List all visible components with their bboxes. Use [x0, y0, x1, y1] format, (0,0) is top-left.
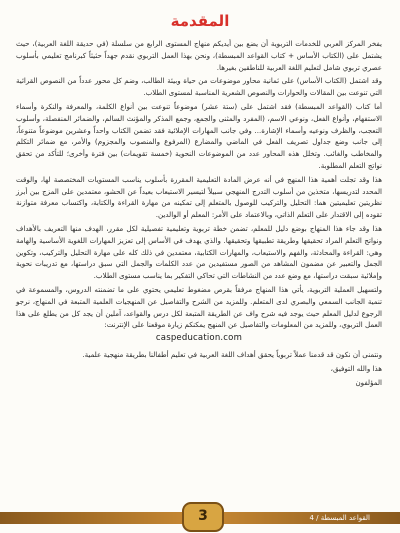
paragraph-1: يفخر المركز العربي للخدمات التربوية أن يضع بين أيديكم منهاج المستوى الرابع من سلسلة (في حديقة اللغة العربية)، حيث يشتمل على (الكتاب الأساس + كتاب القواعد المبسطة)، ونحن بهذا العمل التربوي نقدم جهداً حثيثاً كبرنامج تعليمي بأسلوب عصري تربوي شامل لتعليم اللغة العربية للناطقين بغيرها.	[16, 39, 382, 72]
page-title: المقدمة	[170, 12, 230, 30]
paragraph-5: هذا وقد جاء هذا المنهاج بوضع دليل للمعلم، تضمن خطة تربوية وتعليمية تفصيلية لكل مقرر، الهدف منها التعريف بالأهداف ونواتج التعلم المراد تحقيقها وطريقة تطبيقها وتحقيقها. والذي يهدف في الأساس إلى تعزيز المهارات اللغوية الأساسية والهامة وهي: القراءة والمحادثة، والفهم والاستيعاب، والمهارات الكتابية، معتمدين في ذلك كله على مهارة التحليل والتركيب، وتكوين الجمل والتعبير عن مضمون المشاهد من الصور مستفيدين من عدد الكلمات والجمل التي سبق دراستها، مع تدريبات نحوية وإملائية سبقت دراستها، مع وضع عدد من النشاطات التي تحاكي التفكير بما يناسب مستوى الطلاب.	[16, 223, 382, 281]
signoff-text: هذا والله التوفيق،	[330, 363, 382, 373]
closing-paragraph: ونتمنى أن نكون قد قدمنا عملاً تربوياً يحقق أهداف اللغة العربية في تعليم أطفالنا بطريقة منهجية علمية.	[82, 349, 382, 359]
paragraph-4: هذا وقد تجلت أهمية هذا المنهج في أنه عرض المادة التعليمية المقررة بأسلوب يناسب المستويات المختصصة لها، والوقت المحدد لتدريسها، متخذين من أسلوب التدرج المنهجي سبيلاً لتيسير الاستيعاب بعيداً عن الحشو، معتمدين على المزج بين أبرز نظريتين تعليميتين هما: التحليل والتركيب للوصول بالمتعلم إلى تمكينه من مهارة القراءة والكتابة، واكتساب معرفة متوازنة تقوده إلى الاقتدار على التعلم الذاتي، وبالاعتماد على الأمر: المعلم أو الوالدين.	[16, 174, 382, 220]
page-footer	[0, 498, 400, 533]
paragraph-2: وقد اشتمل (الكتاب الأساس) على ثمانية محاور موضوعات من حياة وبيئة الطالب، وضم كل محور عدداً من النصوص القرائية التي تنوعت بين المقالات والحوارات والنصوص الشعرية المناسبة لمستوى الطلاب.	[16, 76, 382, 98]
page-number-badge: 3	[182, 502, 224, 532]
paragraph-6: ولتسهيل العملية التربوية، يأتي هذا المنهاج مرفقاً بقرص مضغوط تعليمي يحتوي على ما تضمنته الدروس، والمسموعة في تنمية الجانب السمعي والبصري لدى المتعلم. وللمزيد من الشرح والتفاصيل عن المنهجيات العلمية المتبعة في المنهاج، نرجو الرجوع لدليل المعلم حيث يوجد فيه شرح واف عن الطريقة المتبعة لكل درس والقواعد، آملين أن يجد كل من يطلع على هذا العمل التربوي، وللمزيد من المعلومات والتفاصيل عن المنهج يمكنكم زيارة موقعنا على الإنترنت:	[16, 284, 382, 330]
authors-signature: المؤلفون	[355, 377, 382, 387]
paragraph-3: أما كتاب (القواعد المبسطة) فقد اشتمل على (ستة عشر) موضوعاً تنوعت بين أنواع الكلمة، والمعرفة والنكرة وأسماء الاستفهام، وأنواع الفعل، ونوعي الاسم، (المفرد والمثنى والجمع، وجمع المذكر والمؤنث السالم، والضمائر المنفصلة، وأسلوب التعجب، والظرف ونوعيه وأسماء الإشارة... وفي جانب المهارات الإملائية فقد تضمن الكتاب واحداً وعشرين موضوعاً متنوعاً، إلى جانب وضع جداول تصريف الفعل في الماضي والمضارع (المرفوع والمنصوب والمجزوم) والأمر، مع ضمائر التكلم والمخاطب والغائب. وتخلل هذه المحاور عدد من الموضوعات النحوية (خمسة تقويمات) بين فترة وأخرى؛ للتأكد من تحقق نواتج التعلم المطلوبة.	[16, 101, 382, 170]
introduction-body	[16, 38, 382, 390]
footer-book-label: القواعد المبسطة / 4	[309, 514, 370, 522]
website-link[interactable]: caspeducation.com	[155, 333, 243, 344]
